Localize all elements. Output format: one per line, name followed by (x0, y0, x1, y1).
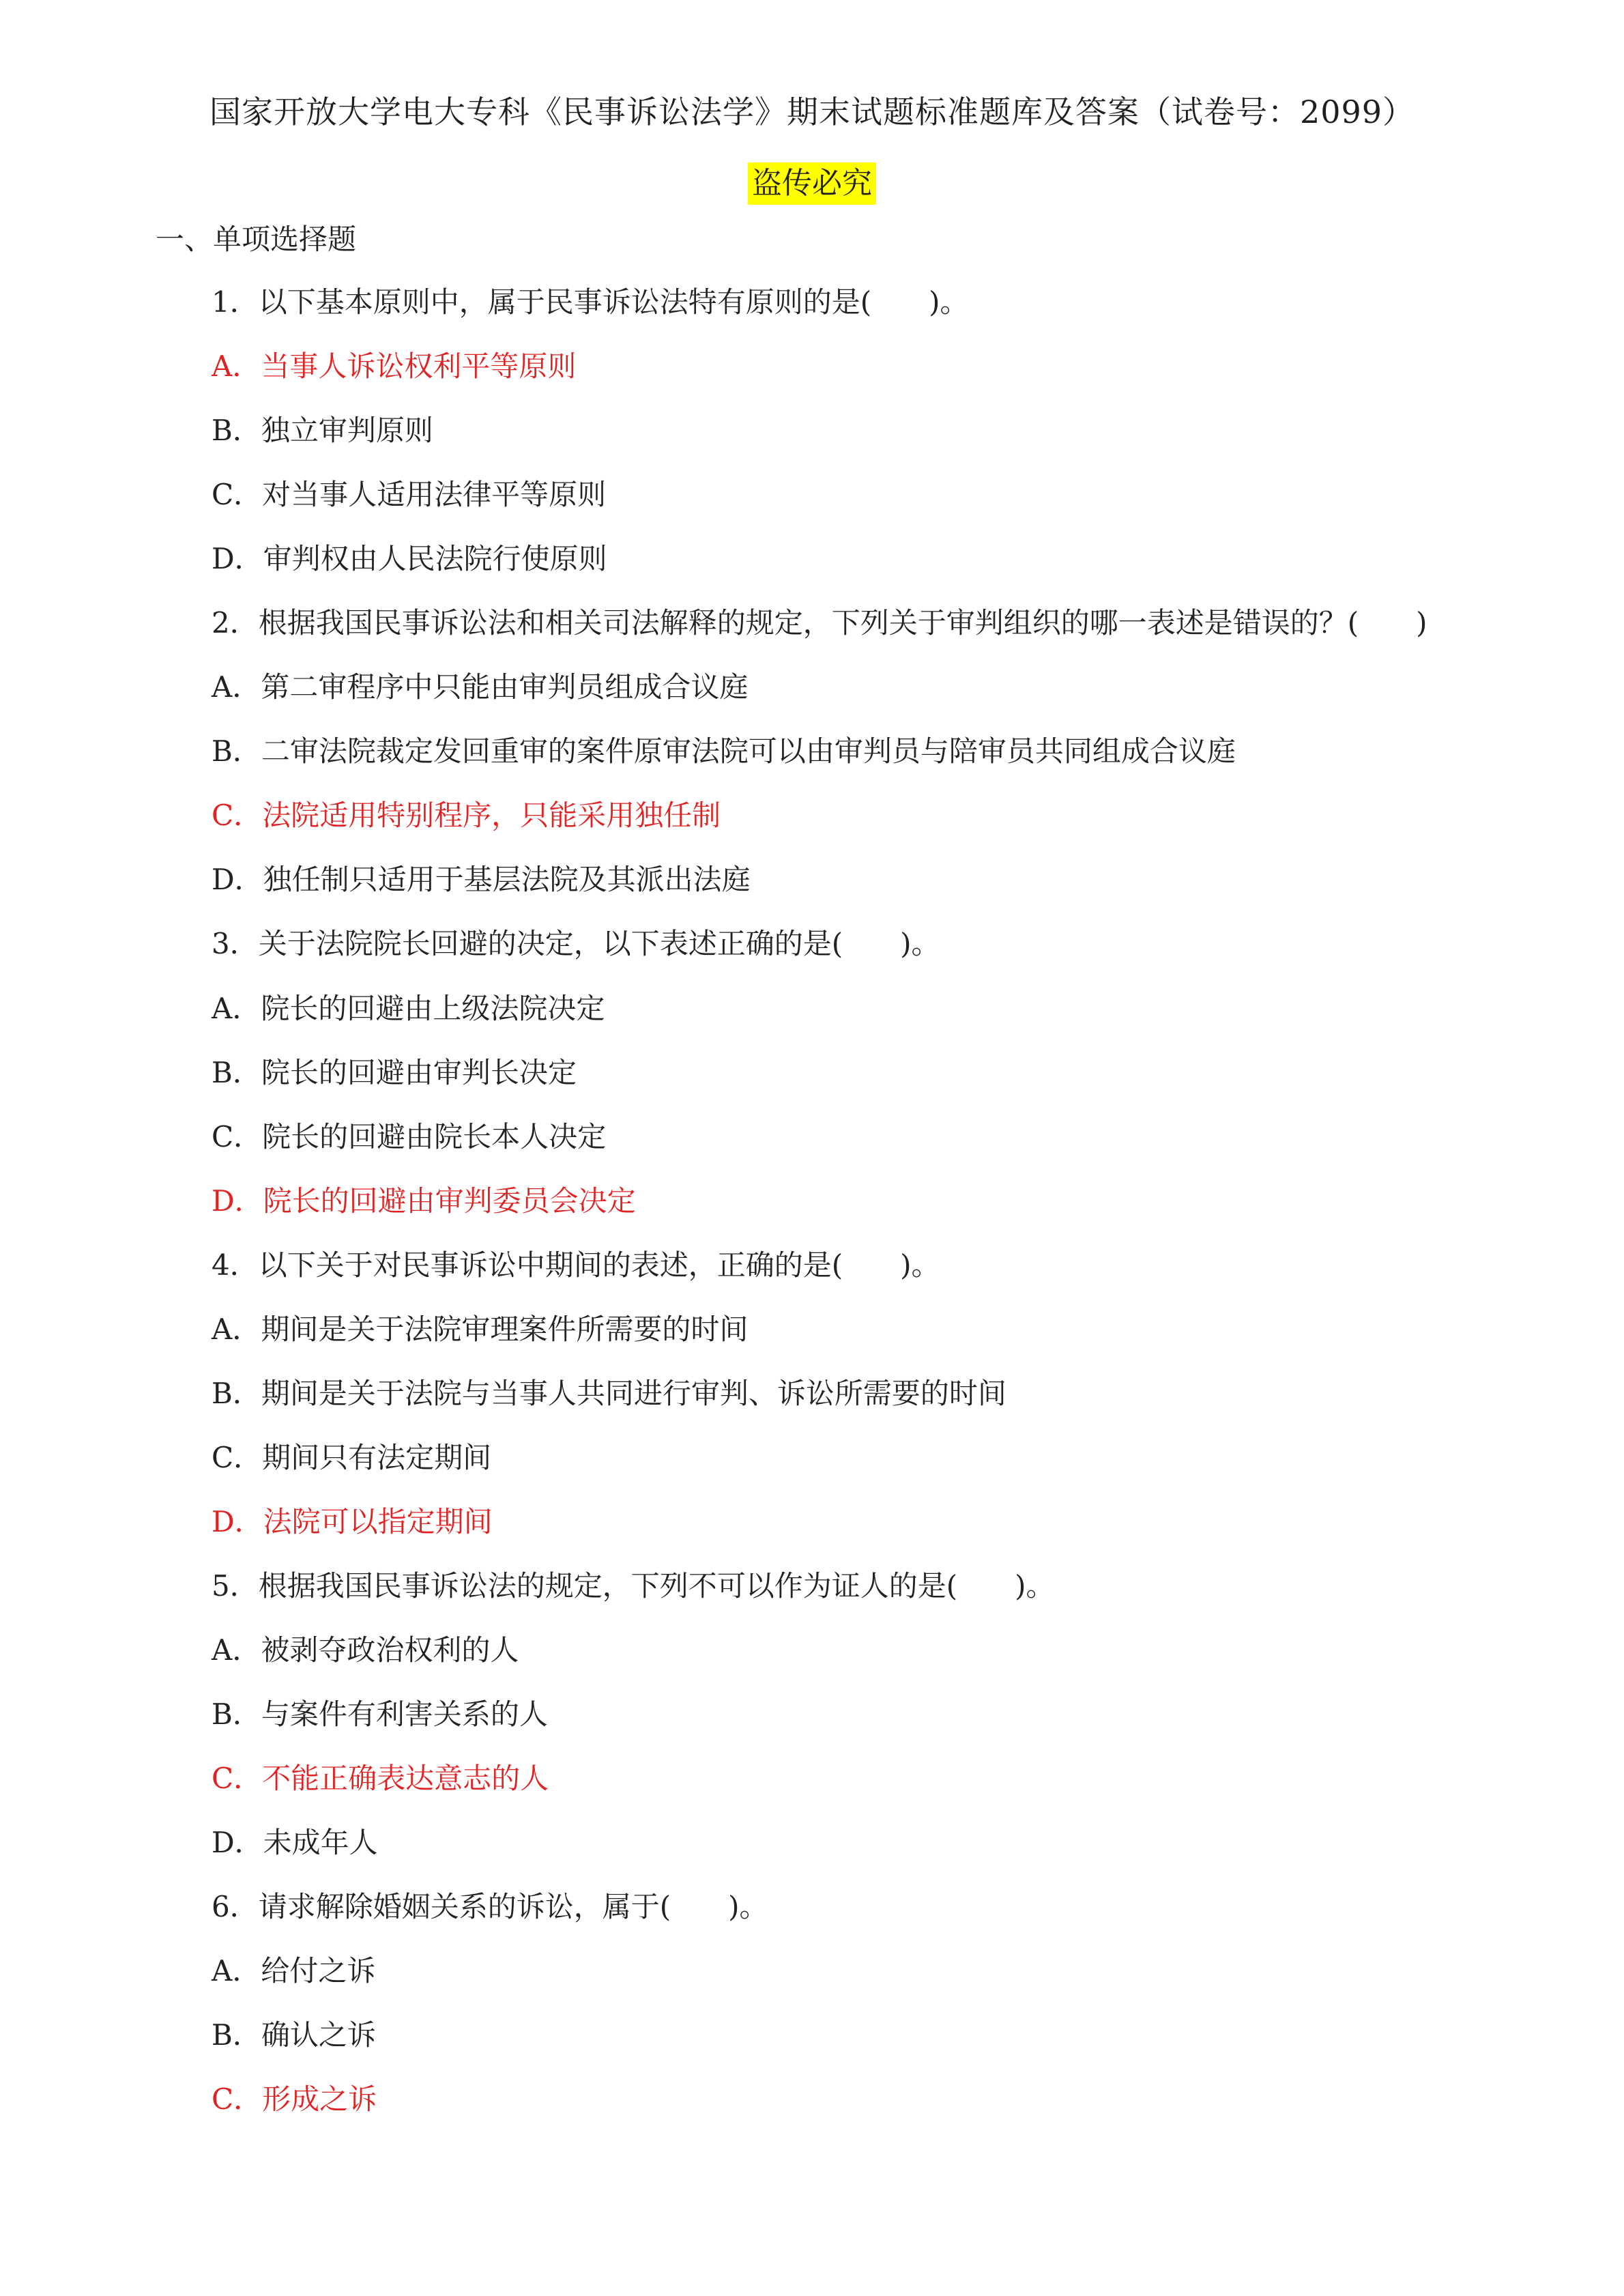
option: A．给付之诉 (212, 1954, 376, 1988)
answer-option: C．形成之诉 (212, 2082, 377, 2116)
answer-option: D．法院可以指定期间 (212, 1504, 493, 1538)
document-title: 国家开放大学电大专科《民事诉讼法学》期末试题标准题库及答案（试卷号：2099） (209, 94, 1415, 130)
option: B．确认之诉 (212, 2018, 376, 2052)
option: B．与案件有利害关系的人 (212, 1697, 548, 1732)
option: A．第二审程序中只能由审判员组成合议庭 (212, 670, 749, 704)
piracy-warning-banner: 盗传必究 (748, 162, 876, 205)
option: B．独立审判原则 (212, 414, 433, 448)
question-stem: 6．请求解除婚姻关系的诉讼，属于( )。 (212, 1890, 768, 1924)
answer-option: D．院长的回避由审判委员会决定 (212, 1183, 636, 1218)
option: B．期间是关于法院与当事人共同进行审判、诉讼所需要的时间 (212, 1376, 1006, 1410)
option: C．院长的回避由院长本人决定 (212, 1119, 607, 1153)
option: C．对当事人适用法律平等原则 (212, 478, 607, 512)
question-stem: 2．根据我国民事诉讼法和相关司法解释的规定，下列关于审判组织的哪一表述是错误的？( ) (212, 606, 1427, 640)
section-heading: 一、单项选择题 (156, 223, 357, 256)
option: A．被剥夺政治权利的人 (212, 1633, 519, 1667)
option: D．独任制只适用于基层法院及其派出法庭 (212, 863, 751, 897)
question-stem: 3．关于法院院长回避的决定，以下表述正确的是( )。 (212, 927, 940, 961)
option: B．二审法院裁定发回重审的案件原审法院可以由审判员与陪审员共同组成合议庭 (212, 734, 1236, 769)
option: C．期间只有法定期间 (212, 1440, 492, 1474)
question-stem: 1．以下基本原则中，属于民事诉讼法特有原则的是( )。 (212, 285, 969, 319)
answer-option: C．法院适用特别程序，只能采用独任制 (212, 799, 721, 833)
option: A．院长的回避由上级法院决定 (212, 991, 605, 1025)
question-list (212, 281, 1508, 2142)
answer-option: C．不能正确表达意志的人 (212, 1762, 549, 1796)
option: D．审判权由人民法院行使原则 (212, 542, 607, 576)
option: D．未成年人 (212, 1826, 378, 1860)
option: A．期间是关于法院审理案件所需要的时间 (212, 1312, 749, 1346)
question-stem: 5．根据我国民事诉讼法的规定，下列不可以作为证人的是( )。 (212, 1568, 1055, 1603)
banner-container (0, 162, 1624, 205)
option: B．院长的回避由审判长决定 (212, 1055, 577, 1089)
answer-option: A．当事人诉讼权利平等原则 (212, 349, 577, 384)
question-stem: 4．以下关于对民事诉讼中期间的表述，正确的是( )。 (212, 1248, 940, 1282)
